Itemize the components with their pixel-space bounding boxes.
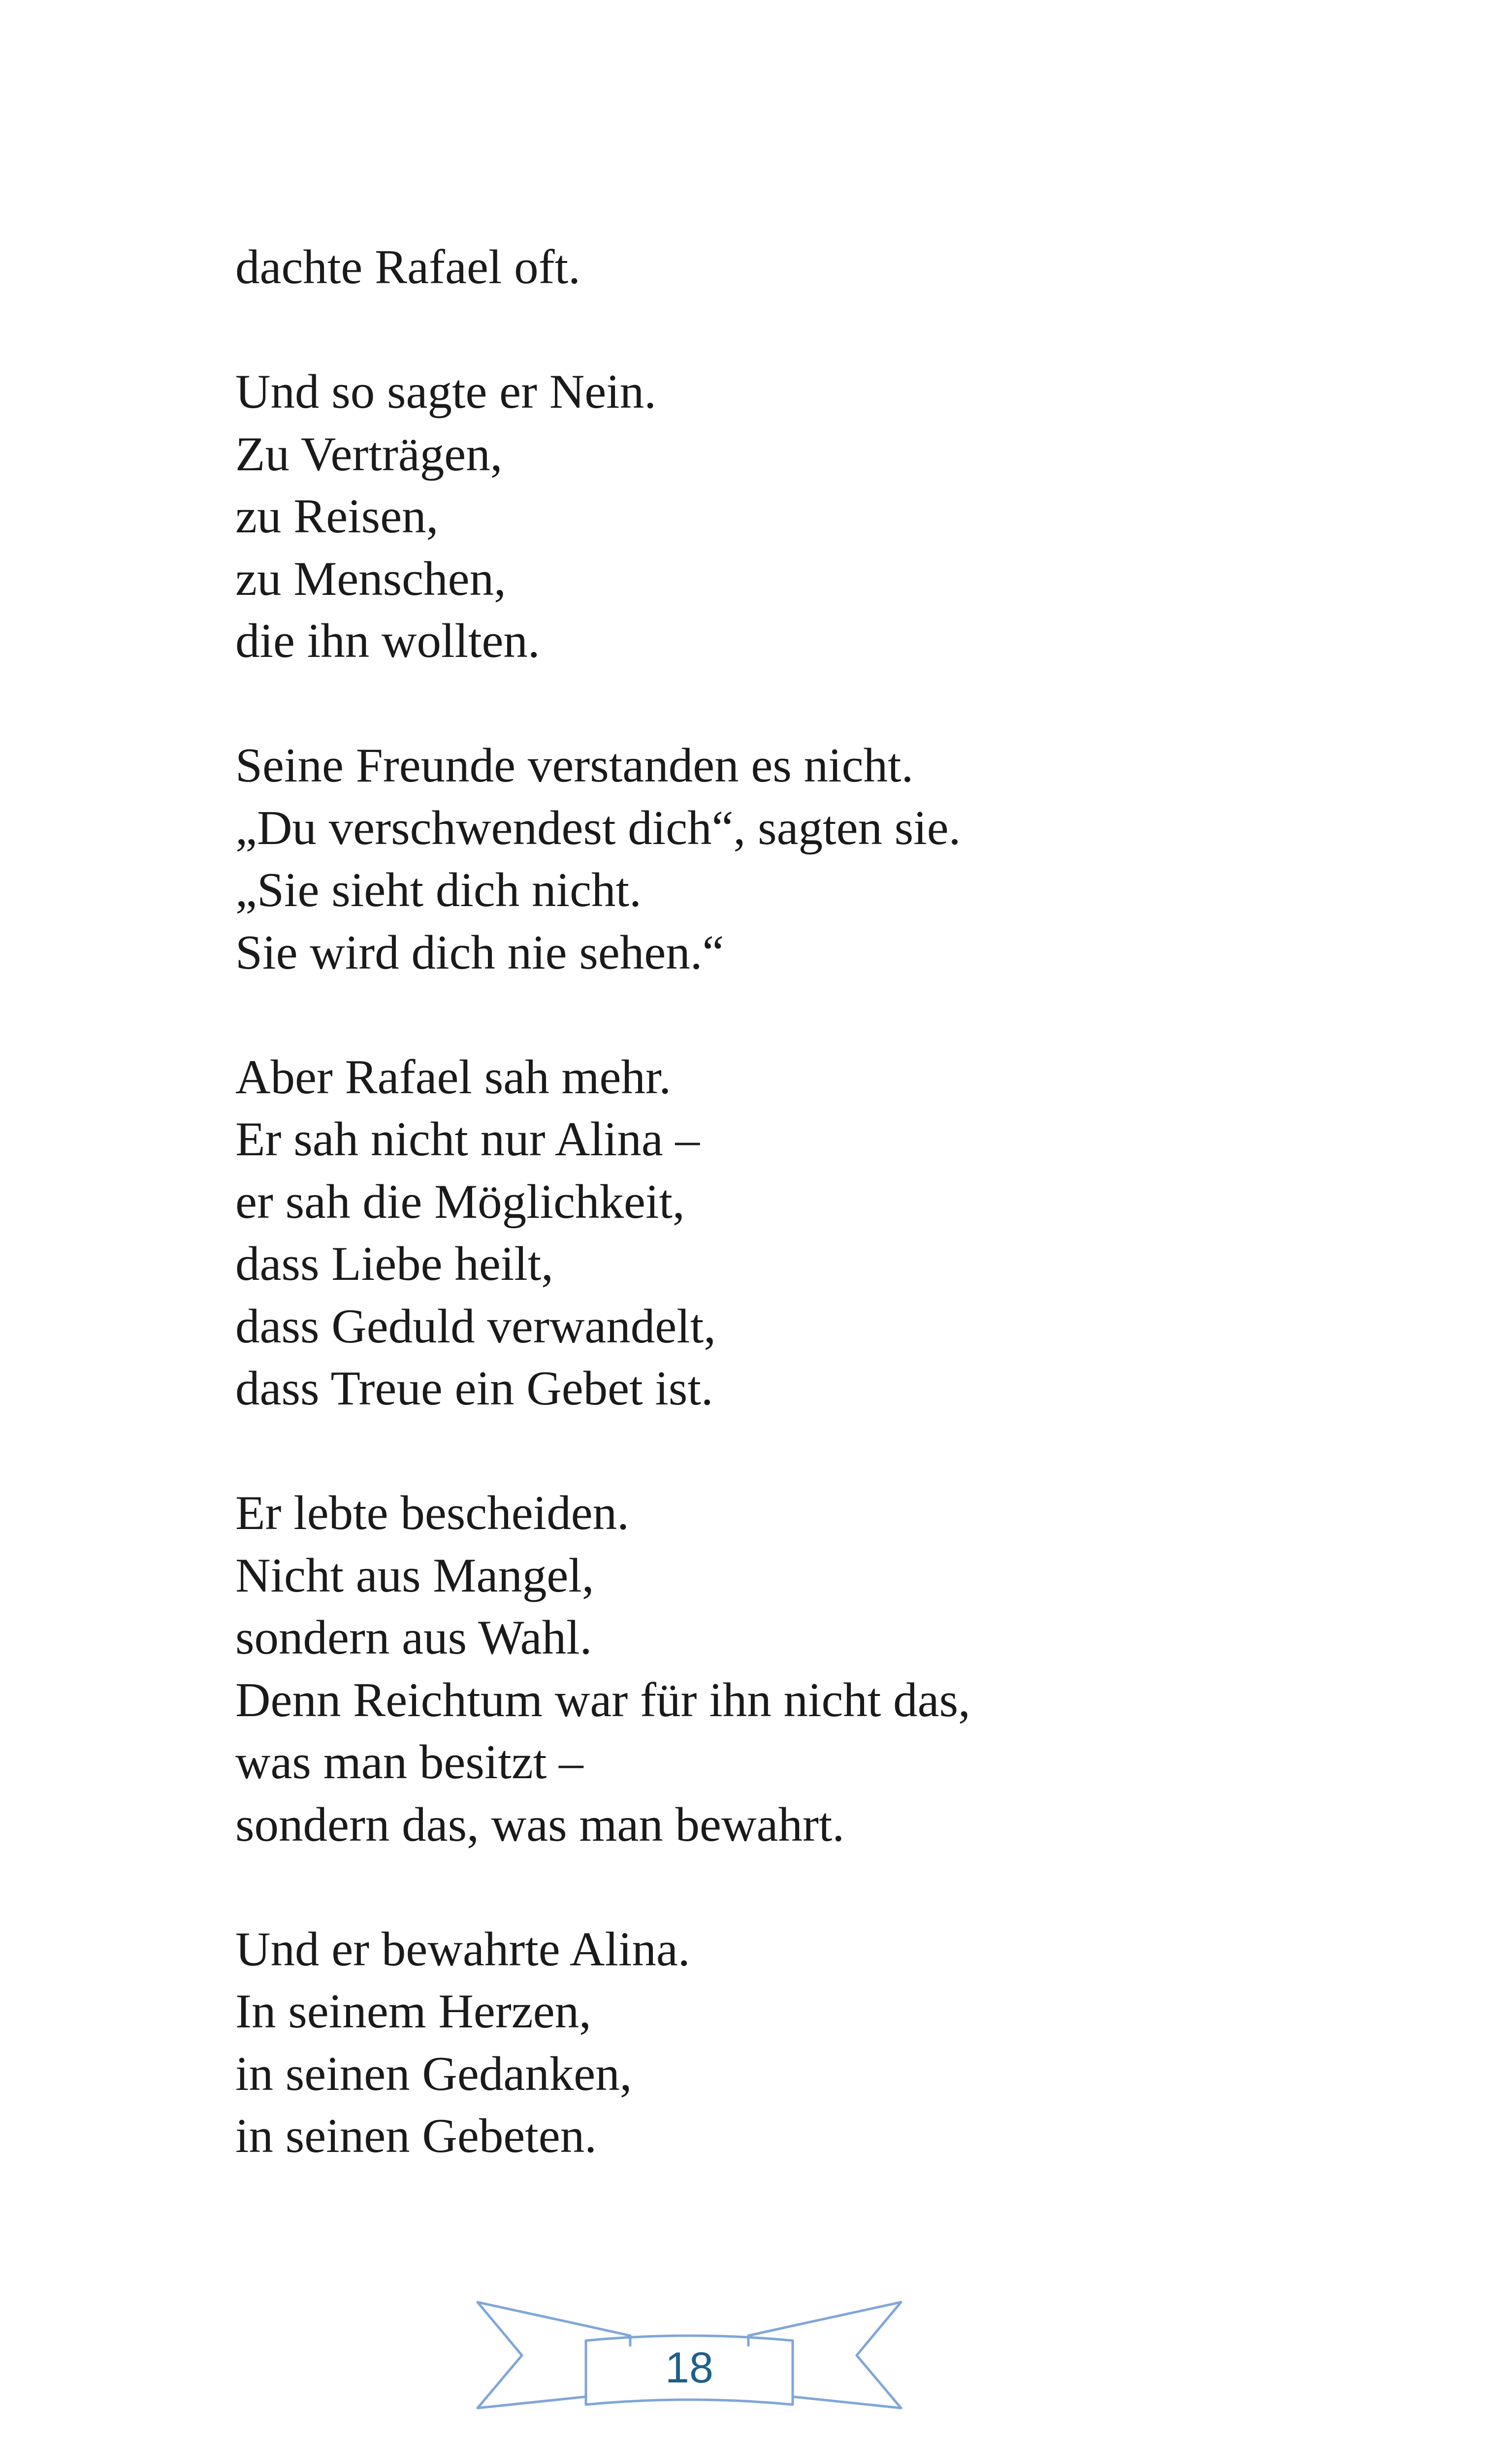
poem-line: er sah die Möglichkeit, (235, 1174, 685, 1229)
poem-line: in seinen Gedanken, (235, 2047, 632, 2101)
poem-line: Seine Freunde verstanden es nicht. (235, 739, 914, 792)
poem-line: Zu Verträgen, (235, 427, 503, 481)
stanza (235, 735, 1319, 984)
poem-line: sondern aus Wahl. (235, 1611, 592, 1664)
stanza (235, 1919, 1319, 2168)
poem-line: zu Menschen, (235, 552, 506, 606)
poem-line: die ihn wollten. (235, 614, 540, 668)
poem-line: sondern das, was man bewahrt. (235, 1797, 845, 1852)
poem-line: dachte Rafael oft. (235, 240, 580, 294)
poem-text (235, 236, 1319, 2168)
poem-line: in seinen Gebeten. (235, 2109, 597, 2163)
poem-line: Und so sagte er Nein. (235, 365, 657, 419)
stanza (235, 236, 1319, 299)
poem-line: Sie wird dich nie sehen.“ (235, 925, 724, 979)
stanza (235, 1046, 1319, 1420)
poem-line: dass Treue ein Gebet ist. (235, 1362, 713, 1415)
poem-line: Und er bewahrte Alina. (235, 1922, 690, 1976)
poem-line: was man besitzt – (235, 1735, 583, 1789)
poem-line: In seinem Herzen, (235, 1985, 591, 2038)
poem-line: dass Geduld verwandelt, (235, 1299, 716, 1353)
poem-line: zu Reisen, (235, 489, 439, 543)
page-number: 18 (665, 2343, 713, 2392)
poem-line: Er sah nicht nur Alina – (235, 1112, 700, 1166)
poem-line: dass Liebe heilt, (235, 1237, 554, 1291)
poem-line: „Du verschwendest dich“, sagten sie. (235, 801, 961, 855)
page-number-footer (473, 2292, 906, 2420)
poem-line: Er lebte bescheiden. (235, 1486, 629, 1540)
poem-line: Nicht aus Mangel, (235, 1548, 594, 1602)
stanza (235, 1482, 1319, 1856)
poem-line: Aber Rafael sah mehr. (235, 1050, 672, 1104)
poem-line: Denn Reichtum war für ihn nicht das, (235, 1673, 970, 1727)
stanza (235, 361, 1319, 673)
poem-line: „Sie sieht dich nicht. (235, 863, 642, 917)
